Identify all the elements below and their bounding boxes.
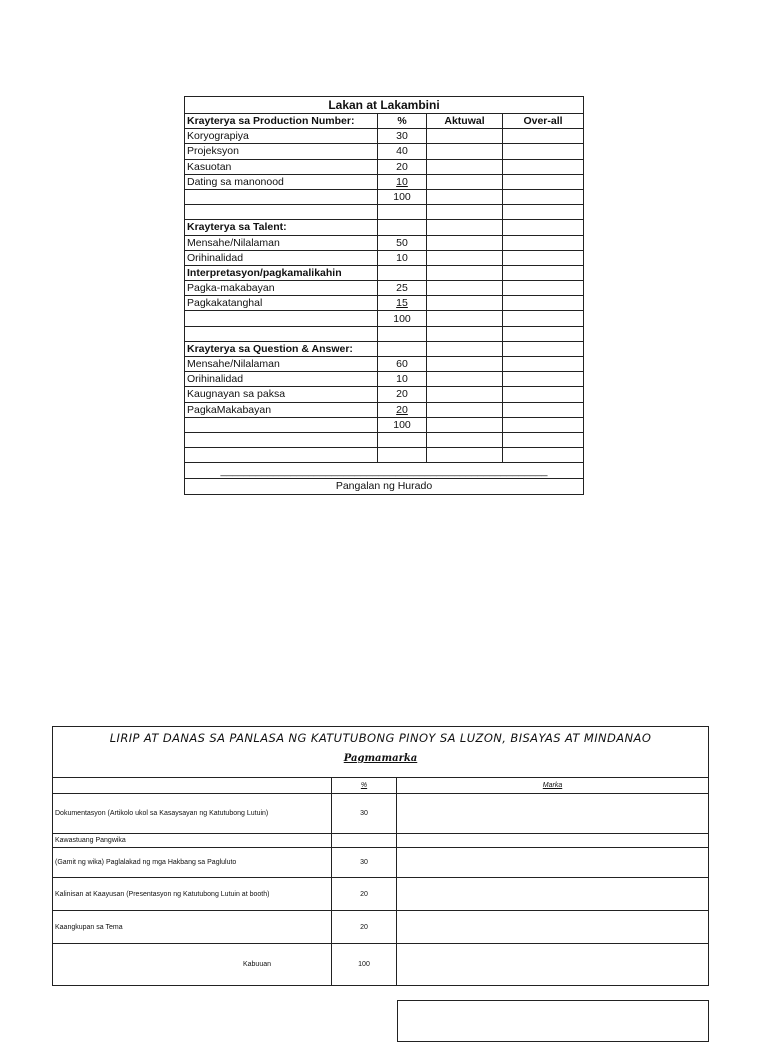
criterion-label: (Gamit ng wika) Paglalakad ng mga Hakbang sa Pagluluto [53, 848, 332, 878]
aktuwal-cell[interactable] [427, 250, 503, 265]
aktuwal-cell[interactable] [427, 402, 503, 417]
criterion-percent: 10 [378, 372, 427, 387]
criterion-percent: 20 [378, 402, 427, 417]
criterion-percent [332, 834, 397, 848]
signature-box [397, 1000, 709, 1042]
table-row [53, 911, 709, 944]
criterion-percent: 20 [332, 878, 397, 911]
criterion-label: Dating sa manonood [185, 174, 378, 189]
table-row [185, 265, 584, 280]
table-row [185, 174, 584, 189]
judge-name-label: Pangalan ng Hurado [185, 479, 584, 494]
aktuwal-cell[interactable] [427, 387, 503, 402]
aktuwal-cell[interactable] [427, 159, 503, 174]
overall-cell[interactable] [503, 250, 584, 265]
aktuwal-header: Aktuwal [427, 114, 503, 129]
total-label: Kabuuan [53, 944, 332, 986]
qa-total: 100 [378, 417, 427, 432]
marka-cell[interactable] [397, 911, 709, 944]
criterion-label: Kaugnayan sa paksa [185, 387, 378, 402]
criterion-label: Kaangkupan sa Tema [53, 911, 332, 944]
table-row [185, 144, 584, 159]
table-row [185, 296, 584, 311]
criterion-label: Pagkakatanghal [185, 296, 378, 311]
table-row [185, 250, 584, 265]
overall-cell[interactable] [503, 387, 584, 402]
criterion-label: PagkaMakabayan [185, 402, 378, 417]
table-row [185, 417, 584, 432]
talent-heading: Krayterya sa Talent: [185, 220, 378, 235]
criterion-label: Orihinalidad [185, 372, 378, 387]
percent-header: % [378, 114, 427, 129]
criterion-percent: 20 [378, 387, 427, 402]
aktuwal-cell[interactable] [427, 372, 503, 387]
table-row [185, 341, 584, 356]
criterion-label: Mensahe/Nilalaman [185, 235, 378, 250]
table-row [185, 159, 584, 174]
percent-header: % [332, 778, 397, 794]
overall-cell[interactable] [503, 402, 584, 417]
table-row [185, 189, 584, 204]
table-row [53, 944, 709, 986]
table-title: Lakan at Lakambini [185, 97, 584, 114]
production-heading: Krayterya sa Production Number: [185, 114, 378, 129]
criterion-label: Mensahe/Nilalaman [185, 357, 378, 372]
marka-cell[interactable] [397, 878, 709, 911]
aktuwal-cell[interactable] [427, 281, 503, 296]
marka-header: Marka [397, 778, 709, 794]
table-row [185, 311, 584, 326]
table-row [185, 205, 584, 220]
table-row [185, 281, 584, 296]
criterion-percent: 60 [378, 357, 427, 372]
criterion-percent: 30 [332, 848, 397, 878]
interpretasyon-heading: Interpretasyon/pagkamalikahin [185, 265, 378, 280]
marka-cell[interactable] [397, 848, 709, 878]
criterion-label: Projeksyon [185, 144, 378, 159]
overall-cell[interactable] [503, 159, 584, 174]
criterion-percent: 25 [378, 281, 427, 296]
aktuwal-cell[interactable] [427, 235, 503, 250]
overall-cell[interactable] [503, 372, 584, 387]
production-total: 100 [378, 189, 427, 204]
aktuwal-cell[interactable] [427, 174, 503, 189]
criterion-percent: 10 [378, 174, 427, 189]
criterion-percent: 30 [332, 794, 397, 834]
aktuwal-cell[interactable] [427, 129, 503, 144]
criterion-label: Kasuotan [185, 159, 378, 174]
criterion-percent: 10 [378, 250, 427, 265]
table-row [185, 357, 584, 372]
criterion-percent: 20 [332, 911, 397, 944]
overall-cell[interactable] [503, 357, 584, 372]
table-title: LIRIP AT DANAS SA PANLASA NG KATUTUBONG PINOY SA LUZON, BISAYAS AT MINDANAO [109, 731, 652, 745]
overall-header: Over-all [503, 114, 584, 129]
overall-cell[interactable] [503, 129, 584, 144]
overall-cell[interactable] [503, 296, 584, 311]
table-row [185, 372, 584, 387]
criterion-percent: 15 [378, 296, 427, 311]
table-row [185, 235, 584, 250]
lakan-lakambini-score-table [184, 96, 584, 495]
pagmamarka-score-table [52, 726, 709, 986]
criterion-label: Kawastuang Pangwika [53, 834, 332, 848]
aktuwal-cell[interactable] [427, 144, 503, 159]
overall-cell[interactable] [503, 235, 584, 250]
overall-cell[interactable] [503, 144, 584, 159]
table-row [185, 326, 584, 341]
overall-cell[interactable] [503, 174, 584, 189]
table-row [185, 220, 584, 235]
total-percent: 100 [332, 944, 397, 986]
marka-total-cell[interactable] [397, 944, 709, 986]
table-row [53, 794, 709, 834]
table-row [53, 848, 709, 878]
aktuwal-cell[interactable] [427, 357, 503, 372]
criterion-label: Koryograpiya [185, 129, 378, 144]
criterion-label: Orihinalidad [185, 250, 378, 265]
criterion-label: Dokumentasyon (Artikolo ukol sa Kasaysayan ng Katutubong Lutuin) [53, 794, 332, 834]
table-subtitle: Pagmamarka [343, 753, 418, 764]
table-row [53, 834, 709, 848]
table-heading [53, 727, 709, 778]
table-row [185, 432, 584, 447]
criterion-percent: 20 [378, 159, 427, 174]
table-row [185, 387, 584, 402]
signature-line: ________________________________________________________ [185, 463, 584, 479]
criterion-percent: 30 [378, 129, 427, 144]
table-row [185, 448, 584, 463]
aktuwal-cell[interactable] [427, 296, 503, 311]
criterion-percent: 40 [378, 144, 427, 159]
table-row [185, 402, 584, 417]
criterion-label: Pagka-makabayan [185, 281, 378, 296]
overall-cell[interactable] [503, 281, 584, 296]
criterion-percent: 50 [378, 235, 427, 250]
marka-cell[interactable] [397, 834, 709, 848]
marka-cell[interactable] [397, 794, 709, 834]
table-row [185, 129, 584, 144]
table-row [53, 878, 709, 911]
criterion-label: Kalinisan at Kaayusan (Presentasyon ng Katutubong Lutuin at booth) [53, 878, 332, 911]
talent-total: 100 [378, 311, 427, 326]
qa-heading: Krayterya sa Question & Answer: [185, 341, 378, 356]
